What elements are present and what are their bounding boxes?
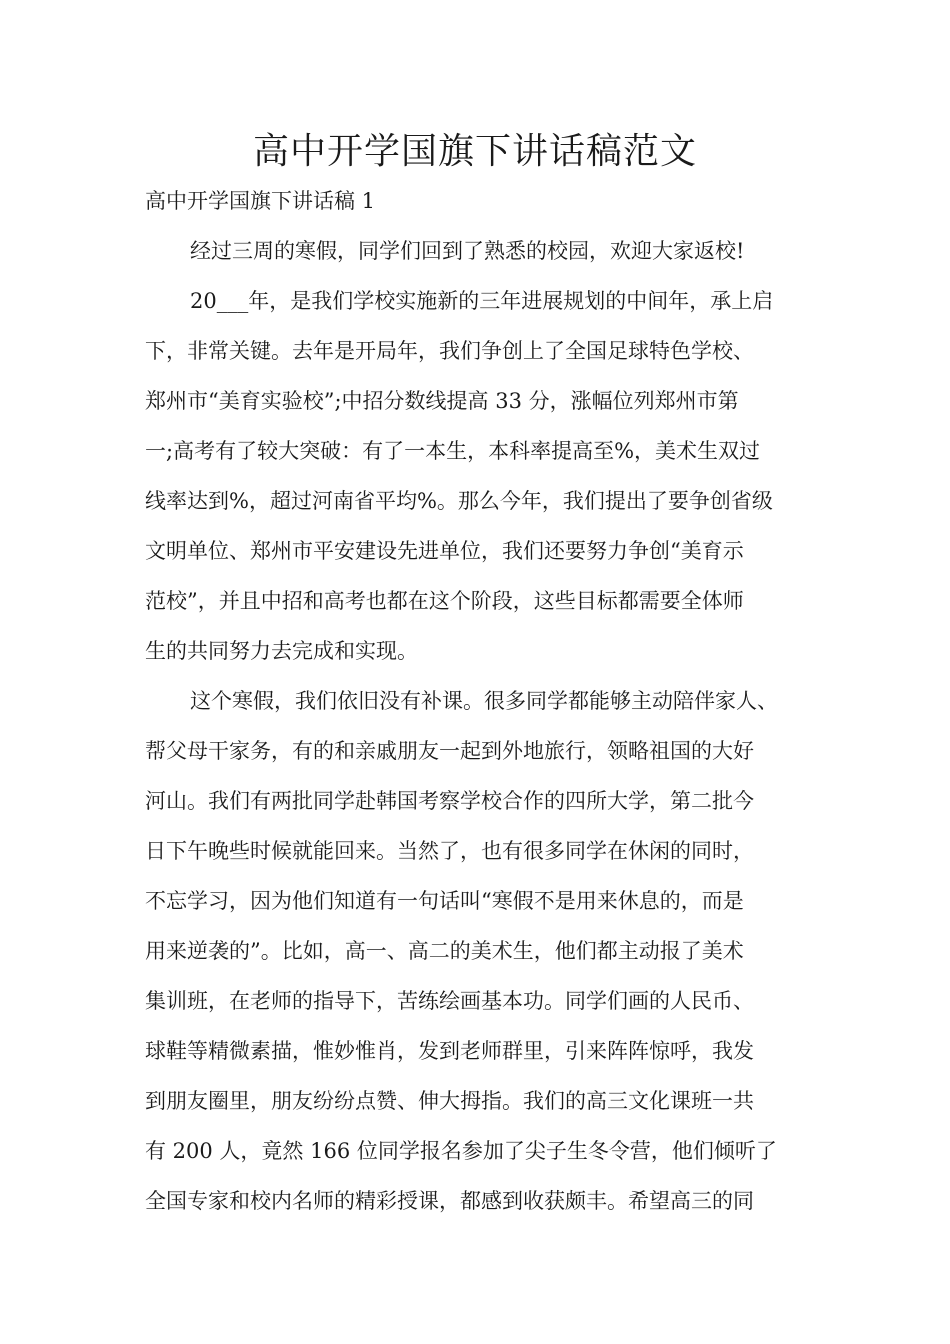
text-line: 20___年，是我们学校实施新的三年进展规划的中间年，承上启 xyxy=(190,289,774,313)
text-line: 河山。我们有两批同学赴韩国考察学校合作的四所大学，第二批今 xyxy=(145,789,754,813)
document-subtitle: 高中开学国旗下讲话稿 1 xyxy=(145,189,376,213)
text-line: 文明单位、郑州市平安建设先进单位，我们还要努力争创“美育示 xyxy=(145,539,744,563)
text-line: 到朋友圈里，朋友纷纷点赞、伸大拇指。我们的高三文化课班一共 xyxy=(145,1089,754,1113)
text-line: 郑州市“美育实验校”;中招分数线提高 33 分，涨幅位列郑州市第 xyxy=(145,389,739,413)
text-line: 全国专家和校内名师的精彩授课，都感到收获颇丰。希望高三的同 xyxy=(145,1189,754,1213)
text-line: 线率达到%，超过河南省平均%。那么今年，我们提出了要争创省级 xyxy=(145,489,773,513)
text-line: 不忘学习，因为他们知道有一句话叫“寒假不是用来休息的，而是 xyxy=(145,889,744,913)
text-line: 集训班，在老师的指导下，苦练绘画基本功。同学们画的人民币、 xyxy=(145,989,754,1013)
text-line: 范校”，并且中招和高考也都在这个阶段，这些目标都需要全体师 xyxy=(145,589,744,613)
document-title: 高中开学国旗下讲话稿范文 xyxy=(252,131,697,172)
text-line: 下，非常关键。去年是开局年，我们争创上了全国足球特色学校、 xyxy=(145,339,754,363)
text-line: 这个寒假，我们依旧没有补课。很多同学都能够主动陪伴家人、 xyxy=(190,689,778,713)
text-line: 经过三周的寒假，同学们回到了熟悉的校园，欢迎大家返校! xyxy=(190,239,745,263)
text-line: 帮父母干家务，有的和亲戚朋友一起到外地旅行，领略祖国的大好 xyxy=(145,739,754,763)
text-line: 有 200 人，竟然 166 位同学报名参加了尖子生冬令营，他们倾听了 xyxy=(145,1139,777,1163)
text-line: 日下午晚些时候就能回来。当然了，也有很多同学在休闲的同时， xyxy=(145,839,754,863)
text-line: 生的共同努力去完成和实现。 xyxy=(145,639,418,663)
text-line: 球鞋等精微素描，惟妙惟肖，发到老师群里，引来阵阵惊呼，我发 xyxy=(145,1039,754,1063)
text-line: 一;高考有了较大突破：有了一本生，本科率提高至%，美术生双过 xyxy=(145,439,761,463)
text-line: 用来逆袭的”。比如，高一、高二的美术生，他们都主动报了美术 xyxy=(145,939,744,963)
